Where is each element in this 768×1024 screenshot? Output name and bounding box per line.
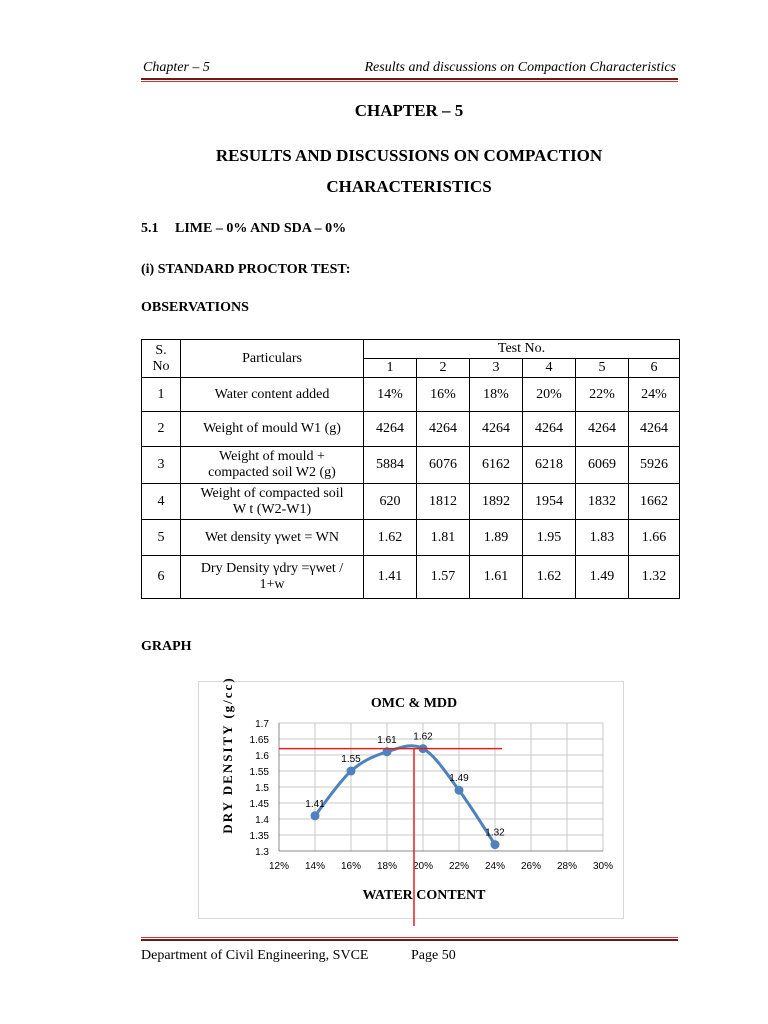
- row-sno: 2: [142, 412, 181, 447]
- x-tick-label: 28%: [556, 861, 578, 872]
- cell: 1.81: [417, 520, 470, 556]
- cell: 1662: [629, 484, 680, 520]
- header-sno-line1: S.: [155, 342, 167, 358]
- cell: 1954: [523, 484, 576, 520]
- test-number: 3: [470, 359, 523, 378]
- cell: 1.89: [470, 520, 523, 556]
- cell: 16%: [417, 378, 470, 412]
- y-tick-label: 1.6: [255, 751, 269, 762]
- y-tick-label: 1.65: [249, 735, 269, 746]
- cell: 1.49: [576, 556, 629, 599]
- subsection-heading: (i) STANDARD PROCTOR TEST:: [141, 262, 351, 277]
- header-test-no: Test No.: [364, 340, 680, 359]
- row-sno: 5: [142, 520, 181, 556]
- chart-title: OMC & MDD: [370, 696, 458, 711]
- row-particulars-line1: Weight of mould +: [219, 449, 325, 464]
- footer-rule-red: [141, 937, 678, 938]
- cell: 1.32: [629, 556, 680, 599]
- cell: 1812: [417, 484, 470, 520]
- cell: 1.61: [470, 556, 523, 599]
- y-tick-label: 1.5: [255, 783, 269, 794]
- cell: 1.95: [523, 520, 576, 556]
- row-sno: 6: [142, 556, 181, 599]
- header-sno-line2: No: [152, 358, 170, 374]
- cell: 1832: [576, 484, 629, 520]
- y-tick-label: 1.45: [249, 799, 269, 810]
- header-title: Results and discussions on Compaction Characteristics: [364, 60, 676, 75]
- cell: 6076: [417, 447, 470, 484]
- row-particulars-line1: Wet density γwet = WN: [204, 529, 339, 545]
- row-particulars-line1: Weight of mould W1 (g): [203, 421, 341, 436]
- cell: 6218: [523, 447, 576, 484]
- y-tick-label: 1.35: [249, 831, 269, 842]
- footer-rule-dark: [141, 939, 678, 941]
- x-tick-label: 20%: [412, 861, 434, 872]
- cell: 5926: [629, 447, 680, 484]
- data-point: [491, 840, 500, 849]
- cell: 1.62: [523, 556, 576, 599]
- x-tick-label: 30%: [592, 861, 614, 872]
- x-tick-label: 26%: [520, 861, 542, 872]
- data-label: 1.61: [377, 734, 397, 746]
- cell: 1.83: [576, 520, 629, 556]
- data-point: [347, 767, 356, 776]
- cell: 1892: [470, 484, 523, 520]
- x-tick-label: 24%: [484, 861, 506, 872]
- test-number: 2: [417, 359, 470, 378]
- x-tick-label: 14%: [304, 861, 326, 872]
- cell: 22%: [576, 378, 629, 412]
- data-label: 1.62: [413, 731, 433, 743]
- y-tick-label: 1.3: [255, 847, 269, 858]
- cell: 4264: [523, 412, 576, 447]
- x-axis-label: WATER CONTENT: [362, 888, 486, 903]
- y-tick-label: 1.4: [255, 815, 269, 826]
- data-point: [455, 786, 464, 795]
- test-number: 5: [576, 359, 629, 378]
- x-tick-label: 12%: [268, 861, 290, 872]
- cell: 1.62: [364, 520, 417, 556]
- cell: 1.66: [629, 520, 680, 556]
- test-number: 6: [629, 359, 680, 378]
- cell: 4264: [576, 412, 629, 447]
- cell: 24%: [629, 378, 680, 412]
- row-particulars-line1: Weight of compacted soil: [200, 485, 344, 501]
- test-number: 1: [364, 359, 417, 378]
- x-tick-label: 16%: [340, 861, 362, 872]
- cell: 4264: [470, 412, 523, 447]
- cell: 6162: [470, 447, 523, 484]
- y-axis-label: DRY DENSITY (g/cc): [220, 676, 235, 834]
- cell: 4264: [364, 412, 417, 447]
- header-particulars: Particulars: [181, 340, 364, 378]
- cell: 18%: [470, 378, 523, 412]
- chart-grid: [279, 723, 603, 851]
- row-sno: 1: [142, 378, 181, 412]
- x-tick-label: 18%: [376, 861, 398, 872]
- cell: 6069: [576, 447, 629, 484]
- y-tick-label: 1.55: [249, 767, 269, 778]
- data-label: 1.32: [485, 827, 505, 839]
- data-label: 1.41: [305, 798, 325, 810]
- section-number: 5.1: [141, 221, 159, 236]
- header-chapter: Chapter – 5: [143, 60, 210, 75]
- cell: 1.57: [417, 556, 470, 599]
- test-number: 4: [523, 359, 576, 378]
- row-sno: 3: [142, 447, 181, 484]
- cell: 620: [364, 484, 417, 520]
- row-particulars-line2: 1+w: [259, 577, 285, 592]
- y-tick-label: 1.7: [255, 719, 269, 730]
- footer-page-number: Page 50: [411, 948, 456, 963]
- row-particulars-line1: Water content added: [214, 386, 330, 402]
- observations-heading: OBSERVATIONS: [141, 300, 249, 315]
- cell: 5884: [364, 447, 417, 484]
- x-tick-label: 22%: [448, 861, 470, 872]
- row-particulars-line2: W t (W2-W1): [232, 501, 312, 517]
- graph-heading: GRAPH: [141, 639, 192, 654]
- cell: 14%: [364, 378, 417, 412]
- data-point: [311, 811, 320, 820]
- cell: 1.41: [364, 556, 417, 599]
- cell: 4264: [417, 412, 470, 447]
- row-sno: 4: [142, 484, 181, 520]
- cell: 20%: [523, 378, 576, 412]
- cell: 4264: [629, 412, 680, 447]
- section-title: LIME – 0% AND SDA – 0%: [175, 221, 347, 236]
- main-title-line1: RESULTS AND DISCUSSIONS ON COMPACTION: [215, 146, 603, 165]
- chapter-title: CHAPTER – 5: [354, 101, 464, 120]
- main-title-line2: CHARACTERISTICS: [326, 177, 492, 196]
- row-particulars-line1: Dry Density γdry =γwet /: [200, 561, 344, 576]
- footer-department: Department of Civil Engineering, SVCE: [141, 948, 369, 963]
- row-particulars-line2: compacted soil W2 (g): [208, 465, 336, 480]
- data-label: 1.49: [449, 773, 469, 785]
- data-label: 1.55: [341, 754, 361, 765]
